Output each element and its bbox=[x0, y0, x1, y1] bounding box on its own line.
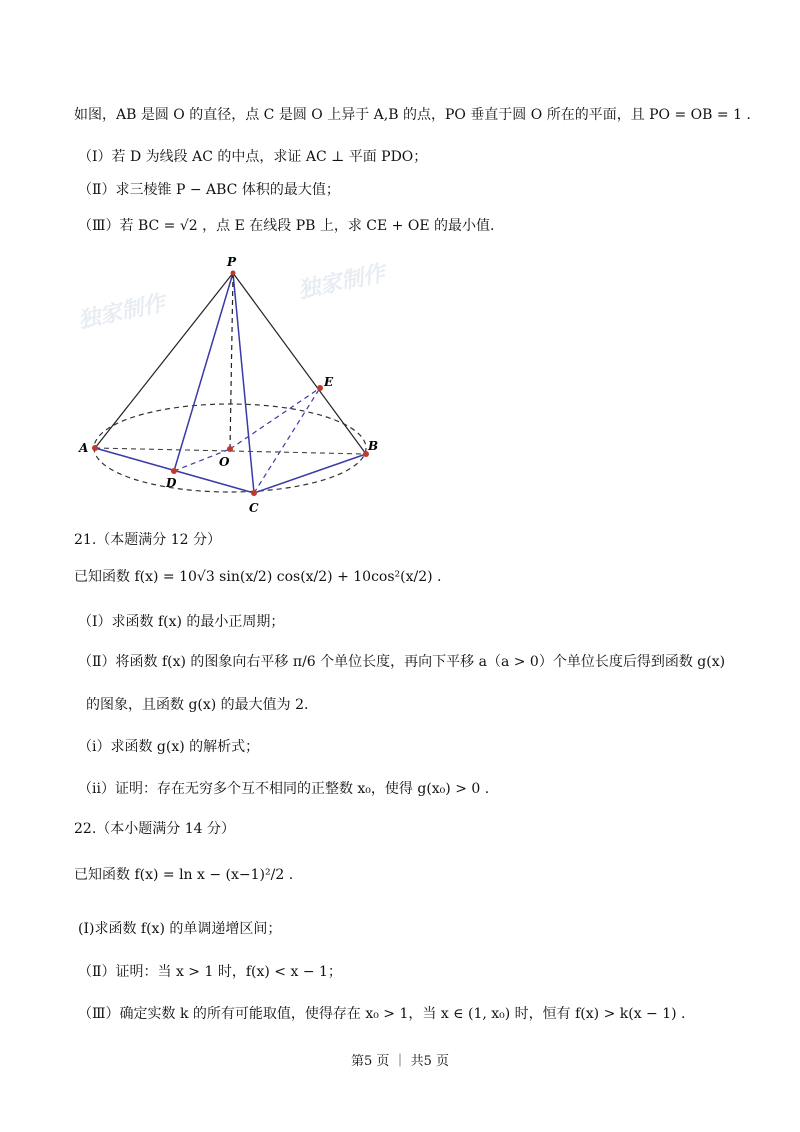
point-A bbox=[92, 445, 98, 451]
point-D bbox=[171, 468, 177, 474]
edge-PD bbox=[174, 273, 233, 471]
edge-PO bbox=[230, 273, 233, 449]
problem22-part1: (Ⅰ)求函数 f(x) 的单调递增区间； bbox=[78, 921, 282, 937]
problem22-header: 22.（本小题满分 14 分） bbox=[74, 821, 235, 837]
point-P bbox=[231, 271, 236, 276]
problem22-given: 已知函数 f(x) = ln x − (x−1)²/2 . bbox=[74, 867, 294, 883]
point-O bbox=[227, 446, 233, 452]
problem20-intro: 如图，AB 是圆 O 的直径，点 C 是圆 O 上异于 A,B 的点，PO 垂直于圆 O 所在的平面，且 PO = OB = 1 . bbox=[74, 107, 751, 123]
problem20-part3: （Ⅲ）若 BC = √2 ，点 E 在线段 PB 上，求 CE + OE 的最小值. bbox=[78, 218, 495, 234]
watermark-left: 独家制作 bbox=[76, 291, 168, 334]
problem21-part2a: （Ⅱ）将函数 f(x) 的图象向右平移 π/6 个单位长度，再向下平移 a（a > 0）个单位长度后得到函数 g(x) bbox=[78, 654, 726, 670]
edge-PC bbox=[233, 273, 254, 493]
label-O: O bbox=[219, 455, 230, 469]
problem22-part3: （Ⅲ）确定实数 k 的所有可能取值，使得存在 x₀ > 1，当 x ∈ (1, x₀) 时，恒有 f(x) > k(x − 1) . bbox=[78, 1006, 686, 1022]
segment-OE bbox=[230, 388, 320, 449]
problem22-part2: （Ⅱ）证明：当 x > 1 时，f(x) < x − 1； bbox=[78, 964, 342, 980]
problem21-sub2: （ⅱ）证明：存在无穷多个互不相同的正整数 x₀，使得 g(x₀) > 0 . bbox=[78, 781, 490, 797]
point-E bbox=[317, 385, 323, 391]
problem21-sub1: （ⅰ）求函数 g(x) 的解析式； bbox=[78, 739, 260, 755]
problem21-part2b: 的图象，且函数 g(x) 的最大值为 2. bbox=[86, 697, 309, 713]
edge-CB bbox=[254, 454, 366, 493]
problem21-given: 已知函数 f(x) = 10√3 sin(x/2) cos(x/2) + 10cos²(x/2) . bbox=[74, 569, 442, 585]
pyramid-figure bbox=[70, 250, 400, 520]
label-D: D bbox=[166, 476, 177, 490]
label-E: E bbox=[324, 375, 334, 389]
label-C: C bbox=[249, 501, 259, 515]
watermark-right: 独家制作 bbox=[296, 261, 388, 304]
label-B: B bbox=[368, 439, 379, 453]
problem20-part1: （Ⅰ）若 D 为线段 AC 的中点，求证 AC ⊥ 平面 PDO； bbox=[78, 149, 428, 165]
edge-PA bbox=[95, 273, 233, 448]
label-P: P bbox=[227, 255, 237, 269]
point-C bbox=[251, 490, 257, 496]
problem21-header: 21.（本题满分 12 分） bbox=[74, 532, 221, 548]
label-A: A bbox=[79, 441, 89, 455]
problem20-part2: （Ⅱ）求三棱锥 P − ABC 体积的最大值； bbox=[78, 182, 340, 198]
problem21-part1: （Ⅰ）求函数 f(x) 的最小正周期； bbox=[78, 614, 285, 630]
page-footer: 第5 页 ｜ 共5 页 bbox=[350, 1054, 450, 1069]
segment-CE bbox=[254, 388, 320, 493]
